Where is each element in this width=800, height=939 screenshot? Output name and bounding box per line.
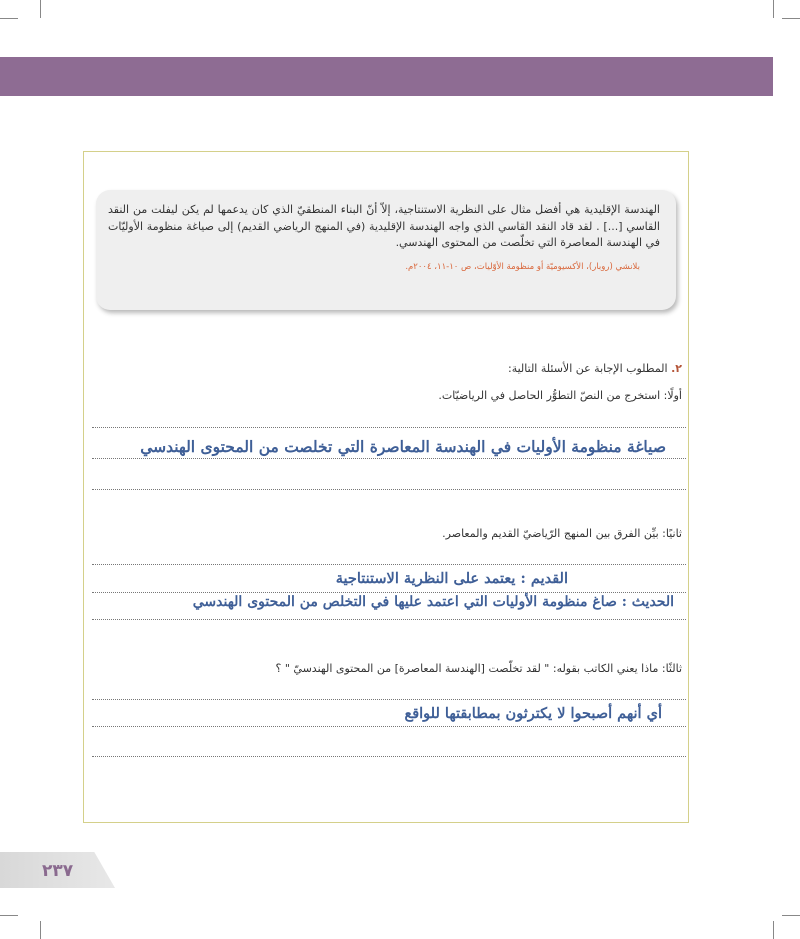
answer-line	[92, 726, 686, 727]
crop-mark	[773, 921, 774, 939]
answer-2b: الحديث : صاغ منظومة الأوليات التي اعتمد عليها في التخلص من المحتوى الهندسي	[192, 594, 674, 610]
answer-line	[92, 592, 686, 593]
crop-mark	[782, 915, 800, 916]
quote-citation: بلانشي (روبار)، الأكسيوميّة أو منظومة الأوّليات، ص ١٠-١١، ٢٠٠٤م.	[405, 261, 640, 272]
answer-1: صياغة منظومة الأوليات في الهندسة المعاصرة التي تخلصت من المحتوى الهندسي	[140, 437, 666, 456]
crop-mark	[782, 18, 800, 19]
answer-line	[92, 458, 686, 459]
answer-line	[92, 489, 686, 490]
section-intro-text: المطلوب الإجابة عن الأسئلة التالية:	[508, 362, 668, 375]
crop-mark	[0, 18, 18, 19]
question-3: ثالثًا: ماذا يعني الكاتب بقوله: " لقد تخلّصت [الهندسة المعاصرة] من المحتوى الهندسيّ " ؟	[275, 662, 682, 675]
answer-line	[92, 564, 686, 565]
quote-text: الهندسة الإقليدية هي أفضل مثال على النظرية الاستنتاجية، إلاّ أنّ البناء المنطقيّ الذي كان يدعمها لم يكن ليفلت من النقد القاسي [...] . لقد قاد النقد القاسي الذي واجه الهندسة الإقليدية (في المنهج الرياضي القديم) إلى صياغة منظومة الأوليّات في الهندسة المعاصرة التي تخلّصت من المحتوى الهندسي.	[108, 203, 660, 249]
answer-line	[92, 699, 686, 700]
quote-box	[96, 190, 676, 310]
answer-2a: القديم : يعتمد على النظرية الاستنتاجية	[335, 570, 568, 587]
question-2: ثانيًا: بيِّن الفرق بين المنهج الرّياضيّ القديم والمعاصر.	[442, 527, 682, 540]
question-1: أولًا: استخرج من النصّ التطوُّر الحاصل في الرياضيّات.	[438, 389, 682, 402]
section-number: ٢.	[671, 362, 682, 375]
page-number: ٢٣٧	[42, 861, 74, 881]
section-intro	[508, 362, 682, 375]
answer-3: أي أنهم أصبحوا لا يكترثون بمطابقتها للواقع	[404, 705, 662, 722]
answer-line	[92, 756, 686, 757]
header-band	[0, 57, 773, 96]
crop-mark	[40, 921, 41, 939]
crop-mark	[40, 0, 41, 18]
crop-mark	[773, 0, 774, 18]
answer-line	[92, 619, 686, 620]
crop-mark	[0, 915, 18, 916]
answer-line	[92, 427, 686, 428]
